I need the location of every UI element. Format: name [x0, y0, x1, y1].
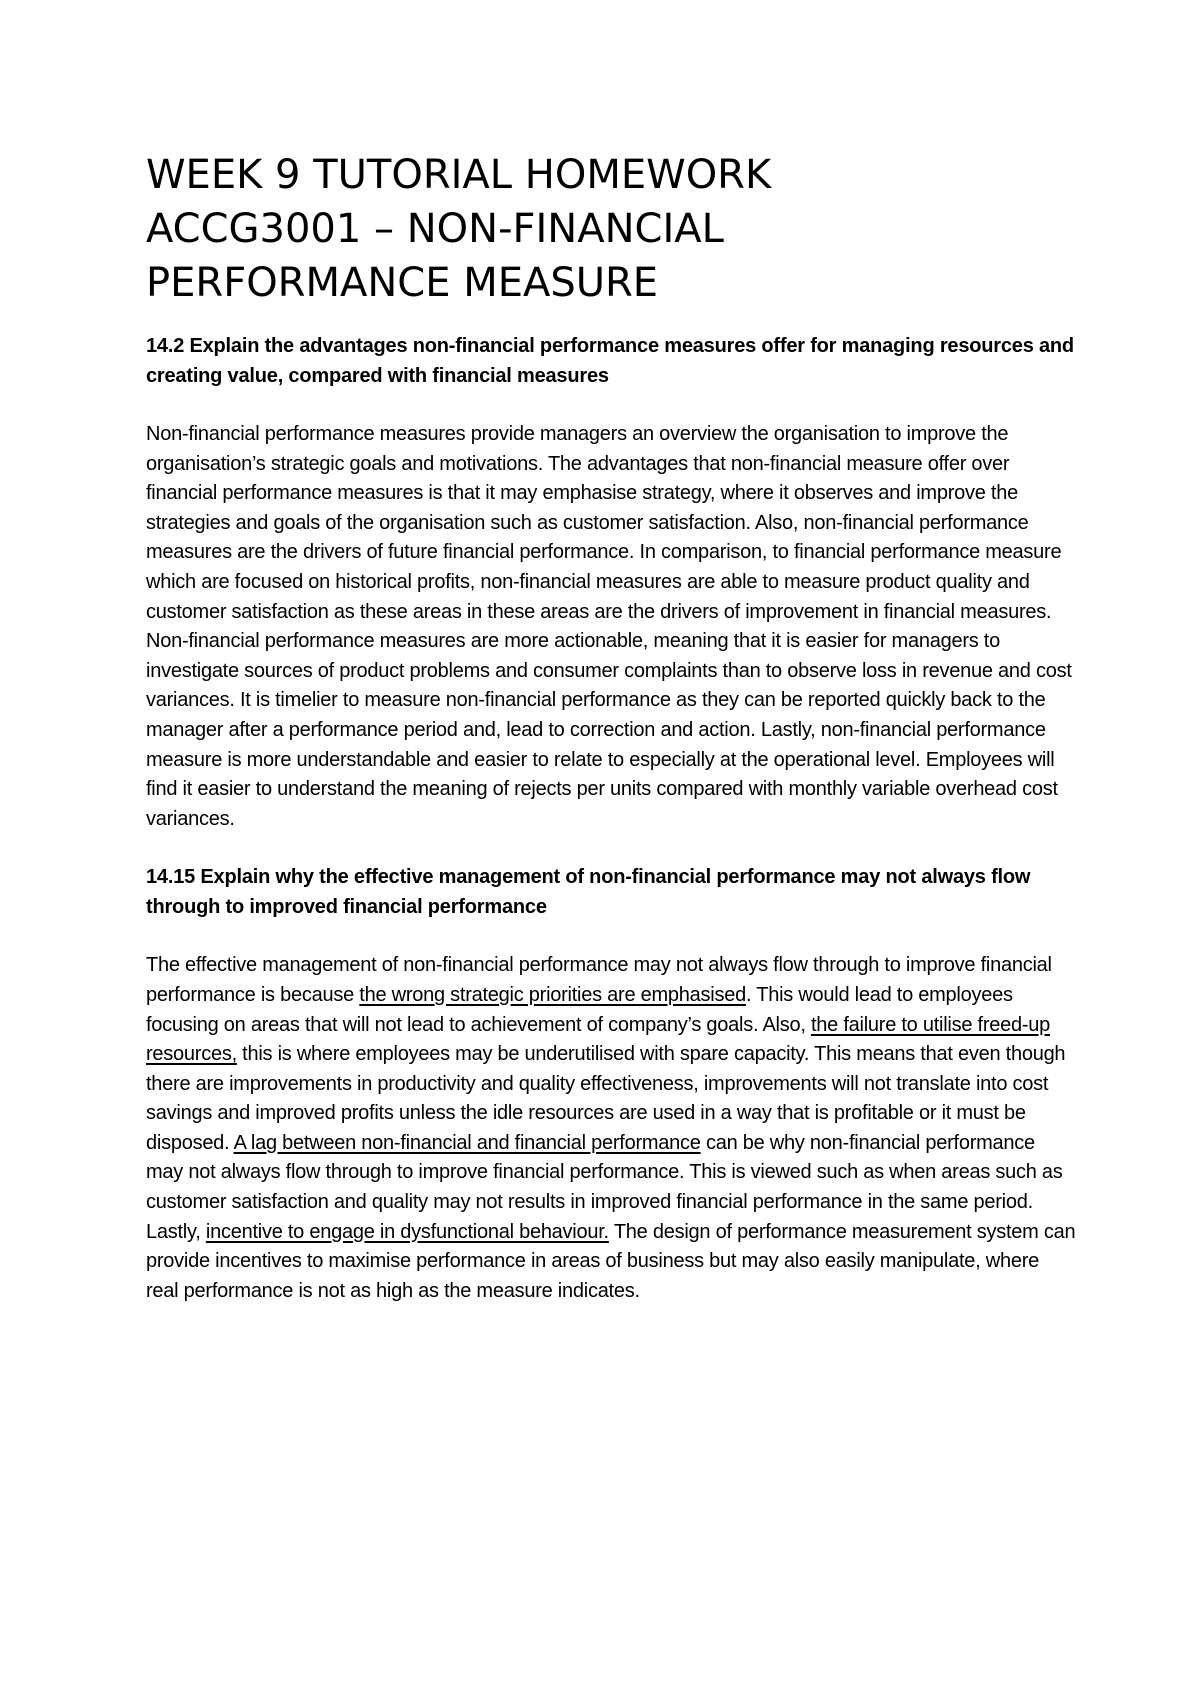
- question-14-15: 14.15 Explain why the effective management of non-financial performance may not always flow through to improved financial performance: [146, 866, 1031, 918]
- answer-text-segment: The design of performance measurement system can provide incentives to maximise performance in areas of business but may also easily manipulate, where real performance is not as high as the measure indicates.: [146, 1220, 1076, 1302]
- underlined-phrase-lag: A lag between non-financial and financial performance: [233, 1131, 701, 1154]
- title-line-1: WEEK 9 TUTORIAL HOMEWORK: [146, 152, 772, 198]
- title-line-2: ACCG3001 – NON-FINANCIAL: [146, 206, 724, 252]
- answer-14-15: [146, 951, 1076, 1306]
- underlined-phrase-freed-up-resources: the failure to utilise freed-up resources,: [146, 1013, 1051, 1066]
- answer-14-2: Non-financial performance measures provide managers an overview the organisation to improve the organisation’s strategic goals and motivations. The advantages that non-financial measure offer over financial performance measures is that it may emphasise strategy, where it observes and improve the strategies and goals of the organisation such as customer satisfaction. Also, non-financial performance measures are the drivers of future financial performance. In comparison, to financial performance measure which are focused on historical profits, non-financial measures are able to measure product quality and customer satisfaction as these areas in these areas are the drivers of improvement in financial measures. Non-financial performance measures are more actionable, meaning that it is easier for managers to investigate sources of product problems and consumer complaints than to observe loss in revenue and cost variances. It is timelier to measure non-financial performance as they can be reported quickly back to the manager after a performance period and, lead to correction and action. Lastly, non-financial performance measure is more understandable and easier to relate to especially at the operational level. Employees will find it easier to understand the meaning of rejects per units compared with monthly variable overhead cost variances.: [146, 423, 1072, 830]
- answer-text-segment: this is where employees may be underutilised with spare capacity. This means that even though there are improvements in productivity and quality effectiveness, improvements will not translate into cost savings and improved profits unless the idle resources are used in a way that is profitable or it must be disposed.: [146, 1043, 1066, 1154]
- question-14-2: 14.2 Explain the advantages non-financial performance measures offer for managing resources and creating value, compared with financial measures: [146, 335, 1074, 387]
- document-title: [146, 148, 1076, 310]
- answer-text-segment: The effective management of non-financial performance may not always flow through to improve financial performance is because: [146, 954, 1052, 1006]
- document-body: [146, 148, 1076, 1335]
- underlined-phrase-wrong-priorities: the wrong strategic priorities are emphasised: [359, 983, 746, 1006]
- title-line-3: PERFORMANCE MEASURE: [146, 260, 659, 306]
- underlined-phrase-dysfunctional-behaviour: incentive to engage in dysfunctional behaviour.: [205, 1220, 609, 1243]
- answer-text-segment: . This would lead to employees focusing on areas that will not lead to achievement of company’s goals. Also,: [146, 983, 1013, 1036]
- answer-text-segment: can be why non-financial performance may not always flow through to improve financial performance. This is viewed such as when areas such as customer satisfaction and quality may not results in improved financial performance in the same period. Lastly,: [146, 1131, 1063, 1243]
